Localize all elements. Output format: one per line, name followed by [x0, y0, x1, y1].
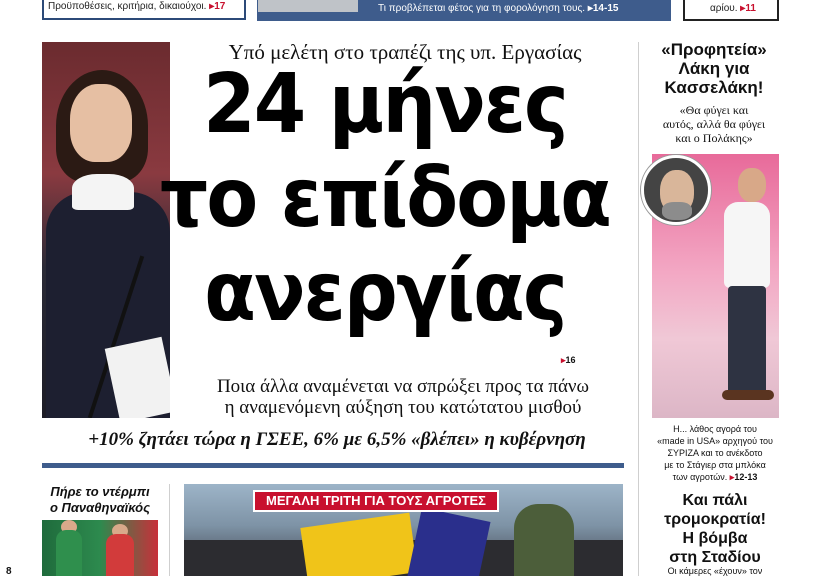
- top-right-teaser[interactable]: [710, 3, 756, 14]
- column-divider: [638, 42, 639, 576]
- edge-mark: 8: [6, 566, 12, 577]
- side-quote-line: «Θα φύγει και: [679, 103, 749, 117]
- side-quote-line: και ο Πολάκης»: [675, 131, 753, 145]
- sport-headline-line: ο Παναθηναϊκός: [49, 500, 151, 515]
- top-center-teaser-image: [258, 0, 358, 12]
- side-caption-page-ref: 12-13: [734, 472, 758, 482]
- side-caption-terror: Οι κάμερες «έχουν» τον: [667, 566, 763, 576]
- arrow-right-icon: ▸: [209, 1, 215, 12]
- side-caption-line: «made in USA» αρχηγού του: [657, 436, 773, 446]
- top-left-teaser-text: Προϋποθέσεις, κριτήρια, δικαιούχοι.: [48, 1, 207, 12]
- main-headline[interactable]: [150, 58, 619, 340]
- side-headline-terror[interactable]: [650, 491, 780, 567]
- top-center-teaser[interactable]: [378, 3, 618, 14]
- side-headline[interactable]: [650, 40, 778, 97]
- headline-line: ανεργίας: [204, 245, 566, 340]
- side-quote: [650, 103, 778, 145]
- side-caption-line: ΣΥΡΙΖΑ και το ανέκδοτο: [667, 448, 763, 458]
- side-headline-line: «Προφητεία»: [661, 40, 767, 59]
- top-left-teaser[interactable]: [48, 1, 225, 12]
- arrow-right-icon: ▸: [561, 355, 566, 365]
- side-caption-line-end: των αγροτών.: [672, 472, 728, 482]
- side-headline2-line: Η βόμβα: [682, 530, 748, 547]
- side-caption-line: με το Στάγιερ στα μπλόκα: [664, 460, 766, 470]
- arrow-right-icon: ▸: [587, 3, 593, 14]
- main-page-ref: [561, 355, 576, 366]
- side-headline2-line: Και πάλι: [682, 492, 748, 509]
- top-center-page-ref: 14-15: [592, 3, 619, 14]
- side-headline2-line: στη Σταδίου: [669, 549, 761, 566]
- top-right-teaser-text: αρίου.: [710, 3, 738, 14]
- side-headline-line: Λάκη για: [678, 59, 750, 78]
- farmers-banner[interactable]: ΜΕΓΑΛΗ ΤΡΙΤΗ ΓΙΑ ΤΟΥΣ ΑΓΡΟΤΕΣ: [253, 490, 499, 512]
- bottom-column-divider: [169, 484, 170, 576]
- top-center-teaser-text: Τι προβλέπεται φέτος για τη φορολόγηση τους.: [378, 3, 586, 14]
- side-headline2-line: τρομοκρατία!: [664, 511, 766, 528]
- sport-headline-line: Πήρε το ντέρμπι: [50, 484, 150, 499]
- top-right-page-ref: 11: [745, 3, 756, 14]
- side-caption: [650, 423, 780, 483]
- arrow-right-icon: ▸: [729, 472, 735, 482]
- side-caption-line: Η... λάθος αγορά του: [673, 424, 757, 434]
- subhead-line: Ποια άλλα αναμένεται να σπρώξει προς τα πάνω: [216, 376, 590, 397]
- actor-inset-photo: [641, 155, 711, 225]
- sport-headline[interactable]: [42, 484, 158, 516]
- main-tagline: +10% ζητάει τώρα η ΓΣΕΕ, 6% με 6,5% «βλέπει» η κυβέρνηση: [88, 429, 586, 450]
- main-subhead: [172, 376, 634, 418]
- subhead-line: η αναμενόμενη αύξηση του κατώτατου μισθού: [224, 397, 582, 418]
- side-headline-line: Κασσελάκη!: [664, 78, 764, 97]
- football-photo: [42, 520, 158, 576]
- arrow-right-icon: ▸: [740, 3, 746, 14]
- side-quote-line: αυτός, αλλά θα φύγει: [662, 117, 766, 131]
- main-page-ref-number: 16: [565, 355, 576, 365]
- section-divider: [42, 463, 624, 468]
- headline-line: το επίδομα: [160, 151, 610, 246]
- side-caption-line: [650, 471, 780, 483]
- headline-line: 24 μήνες: [203, 57, 567, 152]
- top-left-page-ref: 17: [214, 1, 226, 12]
- main-kicker: Υπό μελέτη στο τραπέζι της υπ. Εργασίας: [228, 40, 582, 64]
